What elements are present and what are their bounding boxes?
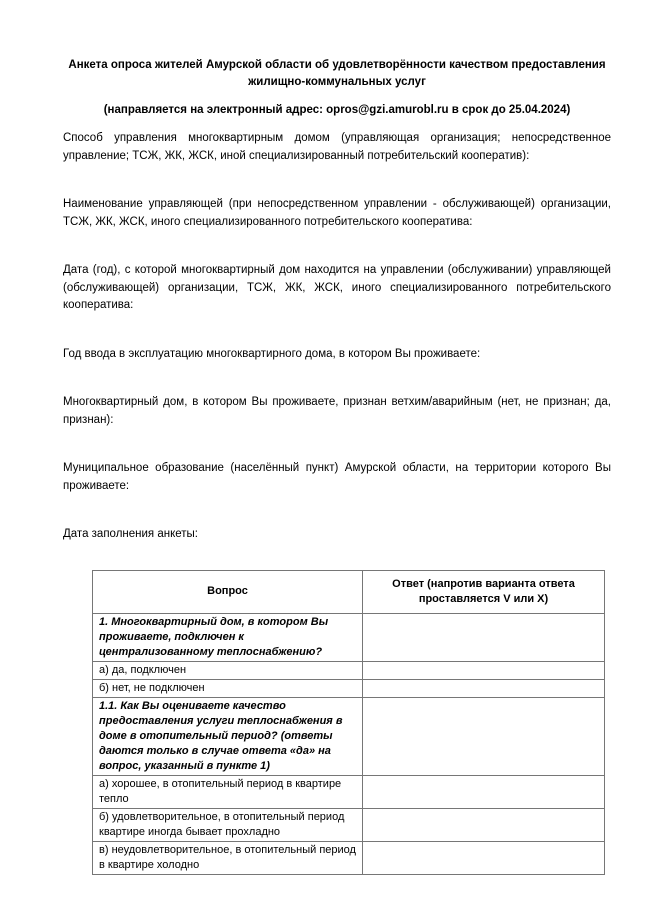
table-header-answer: Ответ (напротив варианта ответа проставляется V или X) [363,570,605,613]
paragraph-fill-date: Дата заполнения анкеты: [63,528,199,540]
option-cell: а) да, подключен [93,661,363,679]
paragraph-dilapidated-status: Многоквартирный дом, в котором Вы проживаете, признан ветхим/аварийным (нет, не признан; да, признан): [63,396,611,426]
table-row [93,697,605,775]
paragraph-organization-name: Наименование управляющей (при непосредственном управлении - обслуживающей) организации, ТСЖ, ЖК, ЖСК, иного специализированного потребительского кооператива: [63,198,611,228]
option-cell: в) неудовлетворительное, в отопительный период в квартире холодно [93,841,363,874]
table-row [93,679,605,697]
paragraph-management-date: Дата (год), с которой многоквартирный дом находится на управлении (обслуживании) управляющей (обслуживающей) организации, ТСЖ, ЖК, ЖСК, иного специализированного потребительского кооператива: [63,264,611,311]
answer-cell [363,697,605,775]
answer-cell [363,661,605,679]
table-header-row [93,570,605,613]
option-cell: б) удовлетворительное, в отопительный период квартире иногда бывает прохладно [93,808,363,841]
option-cell: б) нет, не подключен [93,679,363,697]
answer-cell [363,841,605,874]
answer-cell [363,613,605,661]
question-cell: 1. Многоквартирный дом, в котором Вы проживаете, подключен к централизованному теплоснабжению? [93,613,363,661]
table-row [93,613,605,661]
answer-cell [363,775,605,808]
paragraph-management-method: Способ управления многоквартирным домом (управляющая организация; непосредственное управление; ТСЖ, ЖК, ЖСК, иной специализированный потребительский кооператив): [63,132,611,162]
table-header-question: Вопрос [93,570,363,613]
paragraph-municipality: Муниципальное образование (населённый пункт) Амурской области, на территории которого Вы проживаете: [63,462,611,492]
question-cell: 1.1. Как Вы оцениваете качество предоставления услуги теплоснабжения в доме в отопительный период? (ответы даются только в случае ответа «да» на вопрос, указанный в пункте 1) [93,697,363,775]
answer-cell [363,679,605,697]
table-row [93,808,605,841]
option-cell: а) хорошее, в отопительный период в квартире тепло [93,775,363,808]
answer-cell [363,808,605,841]
survey-table [92,570,605,875]
table-row [93,775,605,808]
table-row [93,841,605,874]
table-row [93,661,605,679]
document-title: Анкета опроса жителей Амурской области об удовлетворённости качеством предоставления жилищно-коммунальных услуг [68,59,606,88]
document-subtitle: (направляется на электронный адрес: opros@gzi.amurobl.ru в срок до 25.04.2024) [103,104,571,116]
paragraph-commissioning-year: Год ввода в эксплуатацию многоквартирного дома, в котором Вы проживаете: [63,347,481,360]
